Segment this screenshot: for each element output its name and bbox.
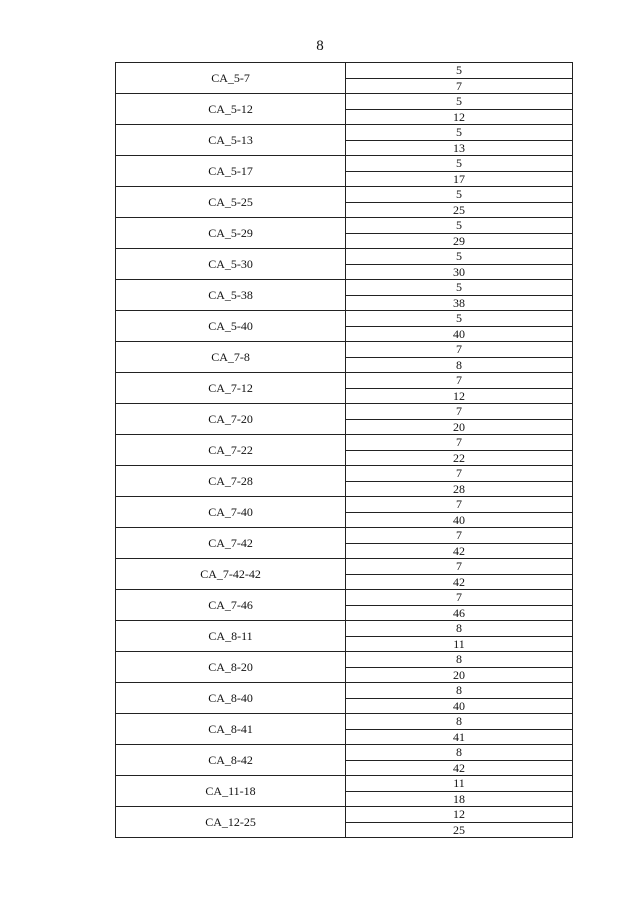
band-second: 18 [453,791,466,806]
ca-combination-name: CA_5-40 [116,311,346,342]
ca-combination-name: CA_7-28 [116,466,346,497]
band-cell-group [346,373,573,404]
table-row [116,497,573,528]
band-cell-group [346,466,573,497]
table-row [116,63,573,94]
band-cell-group [346,745,573,776]
band-cell-group [346,249,573,280]
band-first: 7 [346,373,572,389]
ca-combination-name: CA_5-12 [116,94,346,125]
table-row [116,373,573,404]
ca-table-body [116,63,573,838]
band-second: 22 [453,450,466,465]
ca-combination-name: CA_8-11 [116,621,346,652]
ca-combination-name: CA_5-7 [116,63,346,94]
band-cell-group [346,559,573,590]
band-first: 5 [346,249,572,265]
table-row [116,590,573,621]
band-first: 5 [346,187,572,203]
ca-combination-name: CA_5-25 [116,187,346,218]
band-second: 17 [453,171,466,186]
band-second: 28 [453,481,466,496]
band-second: 40 [453,326,466,341]
band-second: 25 [453,202,466,217]
band-first: 5 [346,156,572,172]
ca-combination-name: CA_5-17 [116,156,346,187]
band-first: 5 [346,280,572,296]
band-first: 7 [346,435,572,451]
band-first: 5 [346,63,572,79]
ca-combination-name: CA_8-20 [116,652,346,683]
band-second: 46 [453,605,466,620]
band-cell-group [346,404,573,435]
band-second: 41 [453,729,466,744]
band-first: 11 [346,776,572,792]
band-first: 12 [346,807,572,823]
ca-band-table [115,62,573,838]
band-cell-group [346,342,573,373]
table-row [116,404,573,435]
band-second: 11 [453,636,465,651]
band-cell-group [346,776,573,807]
band-second: 42 [453,574,466,589]
ca-combination-name: CA_7-12 [116,373,346,404]
band-cell-group [346,125,573,156]
table-row [116,745,573,776]
table-row [116,249,573,280]
ca-combination-name: CA_11-18 [116,776,346,807]
table-row [116,683,573,714]
table-row [116,714,573,745]
table-row [116,342,573,373]
band-cell-group [346,621,573,652]
ca-combination-name: CA_8-41 [116,714,346,745]
band-first: 8 [346,683,572,699]
table-row [116,776,573,807]
ca-combination-name: CA_7-40 [116,497,346,528]
band-first: 7 [346,590,572,606]
band-first: 7 [346,559,572,575]
band-cell-group [346,590,573,621]
band-cell-group [346,528,573,559]
band-second: 20 [453,667,466,682]
band-second: 8 [456,357,463,372]
band-cell-group [346,280,573,311]
band-first: 7 [346,342,572,358]
band-second: 29 [453,233,466,248]
table-row [116,125,573,156]
band-cell-group [346,652,573,683]
band-second: 38 [453,295,466,310]
table-row [116,466,573,497]
table-row [116,528,573,559]
band-cell-group [346,497,573,528]
ca-combination-name: CA_7-42-42 [116,559,346,590]
table-row [116,218,573,249]
band-cell-group [346,714,573,745]
band-second: 7 [456,78,463,93]
band-second: 30 [453,264,466,279]
band-cell-group [346,807,573,838]
band-first: 8 [346,714,572,730]
band-cell-group [346,435,573,466]
band-first: 8 [346,652,572,668]
band-first: 7 [346,497,572,513]
band-cell-group [346,156,573,187]
table-row [116,187,573,218]
band-first: 8 [346,621,572,637]
ca-combination-name: CA_7-42 [116,528,346,559]
table-row [116,280,573,311]
table-row [116,435,573,466]
band-first: 5 [346,311,572,327]
table-row [116,652,573,683]
band-second: 13 [453,140,466,155]
ca-combination-name: CA_8-40 [116,683,346,714]
ca-combination-name: CA_5-13 [116,125,346,156]
band-cell-group [346,311,573,342]
ca-combination-name: CA_7-20 [116,404,346,435]
band-first: 8 [346,745,572,761]
band-second: 40 [453,512,466,527]
band-cell-group [346,218,573,249]
band-first: 7 [346,528,572,544]
band-second: 42 [453,760,466,775]
table-row [116,156,573,187]
ca-combination-name: CA_7-8 [116,342,346,373]
band-second: 25 [453,822,466,837]
band-cell-group [346,63,573,94]
ca-combination-name: CA_5-30 [116,249,346,280]
band-first: 5 [346,218,572,234]
table-row [116,807,573,838]
band-first: 5 [346,94,572,110]
ca-combination-name: CA_8-42 [116,745,346,776]
band-cell-group [346,94,573,125]
band-second: 40 [453,698,466,713]
band-first: 5 [346,125,572,141]
band-second: 12 [453,388,466,403]
table-row [116,94,573,125]
band-cell-group [346,187,573,218]
table-row [116,621,573,652]
band-first: 7 [346,404,572,420]
band-first: 7 [346,466,572,482]
band-cell-group [346,683,573,714]
band-second: 42 [453,543,466,558]
band-second: 20 [453,419,466,434]
band-second: 12 [453,109,466,124]
table-row [116,311,573,342]
ca-combination-name: CA_7-22 [116,435,346,466]
page-number: 8 [316,38,324,54]
table-row [116,559,573,590]
ca-combination-name: CA_5-29 [116,218,346,249]
ca-combination-name: CA_7-46 [116,590,346,621]
ca-combination-name: CA_12-25 [116,807,346,838]
ca-combination-name: CA_5-38 [116,280,346,311]
